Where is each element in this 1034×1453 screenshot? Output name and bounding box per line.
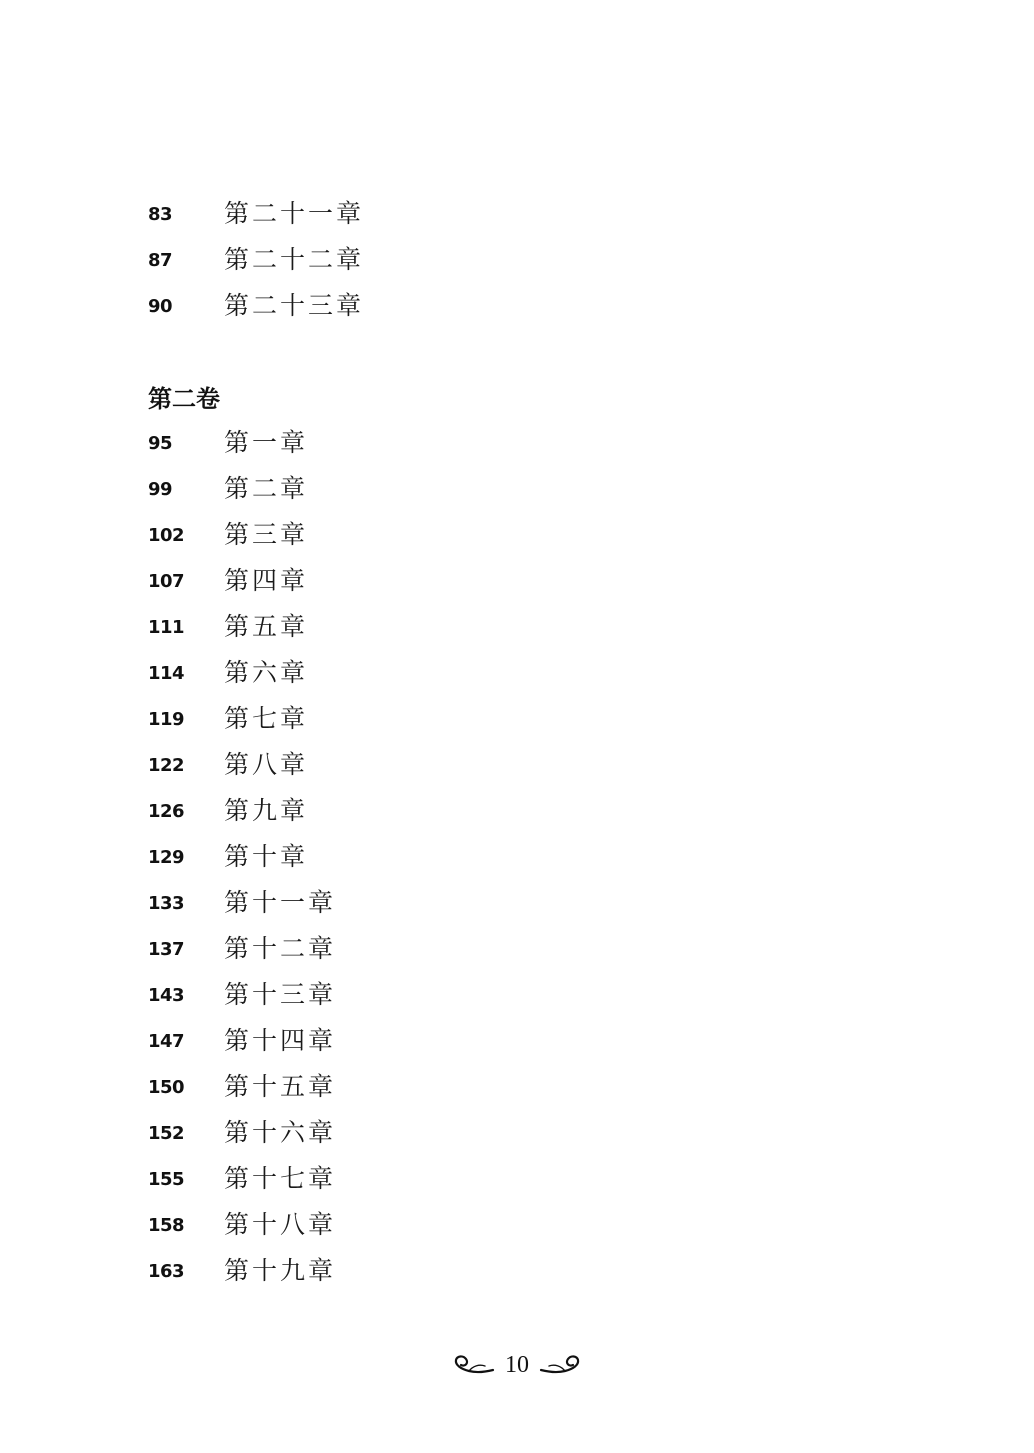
toc-entry[interactable] xyxy=(148,235,748,281)
toc-entry[interactable] xyxy=(148,970,748,1016)
toc-page-number: 95 xyxy=(148,432,173,454)
toc-page-number: 122 xyxy=(148,754,185,776)
toc-chapter-title: 第十三章 xyxy=(224,980,337,1009)
toc-chapter-title: 第三章 xyxy=(224,520,309,549)
toc-entry[interactable] xyxy=(148,924,748,970)
toc-page-number: 111 xyxy=(148,616,185,638)
toc-chapter-title: 第九章 xyxy=(224,796,309,825)
toc-entry[interactable] xyxy=(148,1016,748,1062)
folio xyxy=(451,1352,583,1379)
toc-entry[interactable] xyxy=(148,510,748,556)
toc-chapter-title: 第六章 xyxy=(224,658,309,687)
toc-page-number: 143 xyxy=(148,984,185,1006)
toc-entry[interactable] xyxy=(148,878,748,924)
toc-page-number: 126 xyxy=(148,800,185,822)
toc-chapter-title: 第一章 xyxy=(224,428,309,457)
toc-entry[interactable] xyxy=(148,281,748,327)
toc-page-number: 119 xyxy=(148,708,185,730)
toc-entry[interactable] xyxy=(148,1108,748,1154)
toc-chapter-title: 第十四章 xyxy=(224,1026,337,1055)
toc-chapter-title: 第十九章 xyxy=(224,1256,337,1285)
toc-chapter-title: 第十八章 xyxy=(224,1210,337,1239)
toc-page-number: 87 xyxy=(148,249,173,271)
toc-chapter-title: 第二十三章 xyxy=(224,291,365,320)
toc-page-number: 147 xyxy=(148,1030,185,1052)
page-footer xyxy=(0,1345,1034,1385)
toc-entry[interactable] xyxy=(148,189,748,235)
toc-entry[interactable] xyxy=(148,602,748,648)
page-number: 10 xyxy=(505,1351,529,1378)
volume-heading: 第二卷 xyxy=(148,384,220,413)
toc-chapter-title: 第十章 xyxy=(224,842,309,871)
toc-entry[interactable] xyxy=(148,786,748,832)
toc-entry[interactable] xyxy=(148,1154,748,1200)
toc-entry[interactable] xyxy=(148,832,748,878)
toc-chapter-title: 第二章 xyxy=(224,474,309,503)
toc-chapter-title: 第十五章 xyxy=(224,1072,337,1101)
toc-page-number: 107 xyxy=(148,570,185,592)
toc-entry[interactable] xyxy=(148,648,748,694)
toc-page-number: 114 xyxy=(148,662,185,684)
toc-chapter-title: 第五章 xyxy=(224,612,309,641)
toc-chapter-title: 第二十二章 xyxy=(224,245,365,274)
toc-chapter-title: 第二十一章 xyxy=(224,199,365,228)
toc-page-number: 90 xyxy=(148,295,173,317)
toc-entry[interactable] xyxy=(148,694,748,740)
toc-entry[interactable] xyxy=(148,418,748,464)
toc-entry[interactable] xyxy=(148,740,748,786)
toc-chapter-title: 第八章 xyxy=(224,750,309,779)
toc-page-number: 150 xyxy=(148,1076,185,1098)
toc-chapter-title: 第十一章 xyxy=(224,888,337,917)
toc-page-number: 99 xyxy=(148,478,173,500)
toc-page-number: 129 xyxy=(148,846,185,868)
toc-page-number: 158 xyxy=(148,1214,185,1236)
toc-chapter-title: 第七章 xyxy=(224,704,309,733)
toc-page-number: 133 xyxy=(148,892,185,914)
toc-chapter-title: 第十二章 xyxy=(224,934,337,963)
toc-entry[interactable] xyxy=(148,556,748,602)
toc-page-number: 152 xyxy=(148,1122,185,1144)
toc-page-number: 155 xyxy=(148,1168,185,1190)
toc-page-number: 83 xyxy=(148,203,173,225)
flourish-right-icon xyxy=(539,1354,583,1376)
toc-page-number: 102 xyxy=(148,524,185,546)
toc-chapter-title: 第十六章 xyxy=(224,1118,337,1147)
toc-page-number: 137 xyxy=(148,938,185,960)
toc-entry[interactable] xyxy=(148,1246,748,1292)
toc-entry[interactable] xyxy=(148,1062,748,1108)
toc-entry[interactable] xyxy=(148,1200,748,1246)
toc-page-number: 163 xyxy=(148,1260,185,1282)
toc-entry[interactable] xyxy=(148,464,748,510)
flourish-left-icon xyxy=(451,1354,495,1376)
toc-chapter-title: 第十七章 xyxy=(224,1164,337,1193)
toc-chapter-title: 第四章 xyxy=(224,566,309,595)
